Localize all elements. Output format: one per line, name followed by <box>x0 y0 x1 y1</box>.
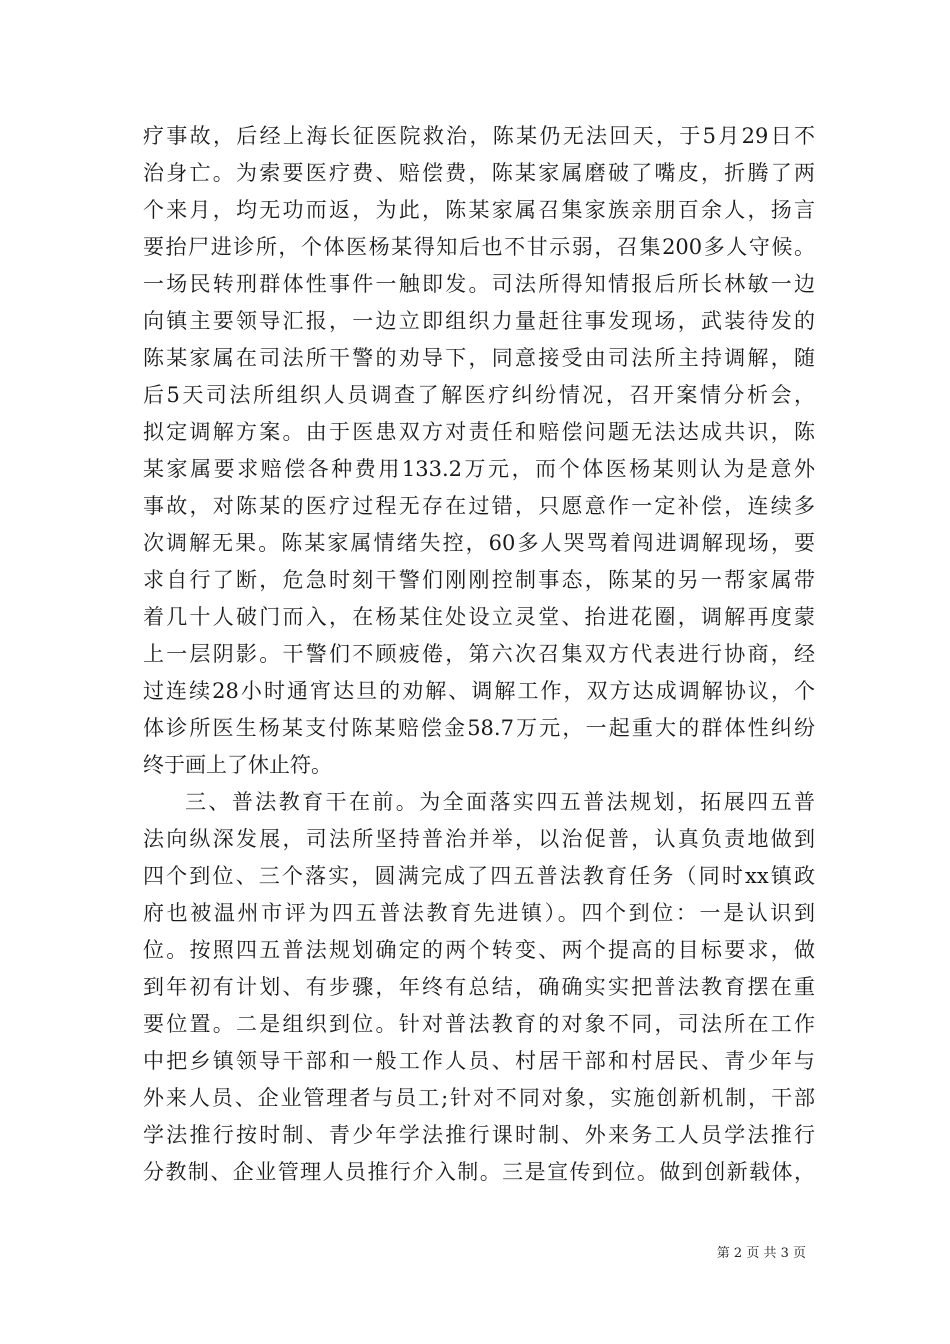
text-line: 位。按照四五普法规划确定的两个转变、两个提高的目标要求，做 <box>143 938 815 962</box>
text-line: 陈某家属在司法所干警的劝导下，同意接受由司法所主持调解，随 <box>143 346 815 370</box>
text-line: 中把乡镇领导干部和一般工作人员、村居干部和村居民、青少年与 <box>143 1049 815 1073</box>
text-line: 疗事故，后经上海长征医院救治，陈某仍无法回天，于5月29日不 <box>143 124 815 148</box>
text-line: 过连续28小时通宵达旦的劝解、调解工作，双方达成调解协议，个 <box>143 679 815 703</box>
text-line: 个来月，均无功而返，为此，陈某家属召集家族亲朋百余人，扬言 <box>143 198 815 222</box>
text-line: 一场民转刑群体性事件一触即发。司法所得知情报后所长林敏一边 <box>143 272 815 296</box>
body-text <box>143 118 815 1191</box>
text-line: 求自行了断，危急时刻干警们刚刚控制事态，陈某的另一帮家属带 <box>143 568 815 592</box>
text-line: 某家属要求赔偿各种费用133.2万元，而个体医杨某则认为是意外 <box>143 457 815 481</box>
section-heading-line: 三、普法教育干在前。为全面落实四五普法规划，拓展四五普 <box>185 790 815 814</box>
text-line: 向镇主要领导汇报，一边立即组织力量赶往事发现场，武装待发的 <box>143 309 815 333</box>
page-number: 第 2 页 共 3 页 <box>716 1246 806 1261</box>
text-line: 后5天司法所组织人员调查了解医疗纠纷情况，召开案情分析会， <box>143 383 815 407</box>
text-line: 学法推行按时制、青少年学法推行课时制、外来务工人员学法推行 <box>143 1123 815 1147</box>
text-line: 事故，对陈某的医疗过程无存在过错，只愿意作一定补偿，连续多 <box>143 494 815 518</box>
text-line: 次调解无果。陈某家属情绪失控，60多人哭骂着闯进调解现场，要 <box>143 531 815 555</box>
text-line: 分教制、企业管理人员推行介入制。三是宣传到位。做到创新载体， <box>143 1160 815 1184</box>
text-line: 到年初有计划、有步骤，年终有总结，确确实实把普法教育摆在重 <box>143 975 815 999</box>
text-line: 着几十人破门而入，在杨某住处设立灵堂、抬进花圈，调解再度蒙 <box>143 605 815 629</box>
text-line: 上一层阴影。干警们不顾疲倦，第六次召集双方代表进行协商，经 <box>143 642 815 666</box>
text-line: 要位置。二是组织到位。针对普法教育的对象不同，司法所在工作 <box>143 1012 815 1036</box>
text-line: 终于画上了休止符。 <box>143 753 332 777</box>
text-line: 府也被温州市评为四五普法教育先进镇）。四个到位：一是认识到 <box>143 901 815 925</box>
text-line: 四个到位、三个落实，圆满完成了四五普法教育任务（同时xx镇政 <box>143 864 815 888</box>
text-line: 治身亡。为索要医疗费、赔偿费，陈某家属磨破了嘴皮，折腾了两 <box>143 161 815 185</box>
text-line: 法向纵深发展，司法所坚持普治并举，以治促普，认真负责地做到 <box>143 827 815 851</box>
text-line: 外来人员、企业管理者与员工;针对不同对象，实施创新机制，干部 <box>143 1086 815 1110</box>
text-line: 要抬尸进诊所，个体医杨某得知后也不甘示弱，召集200多人守候。 <box>143 235 815 259</box>
text-line: 拟定调解方案。由于医患双方对责任和赔偿问题无法达成共识，陈 <box>143 420 815 444</box>
text-line: 体诊所医生杨某支付陈某赔偿金58.7万元，一起重大的群体性纠纷 <box>143 716 815 740</box>
